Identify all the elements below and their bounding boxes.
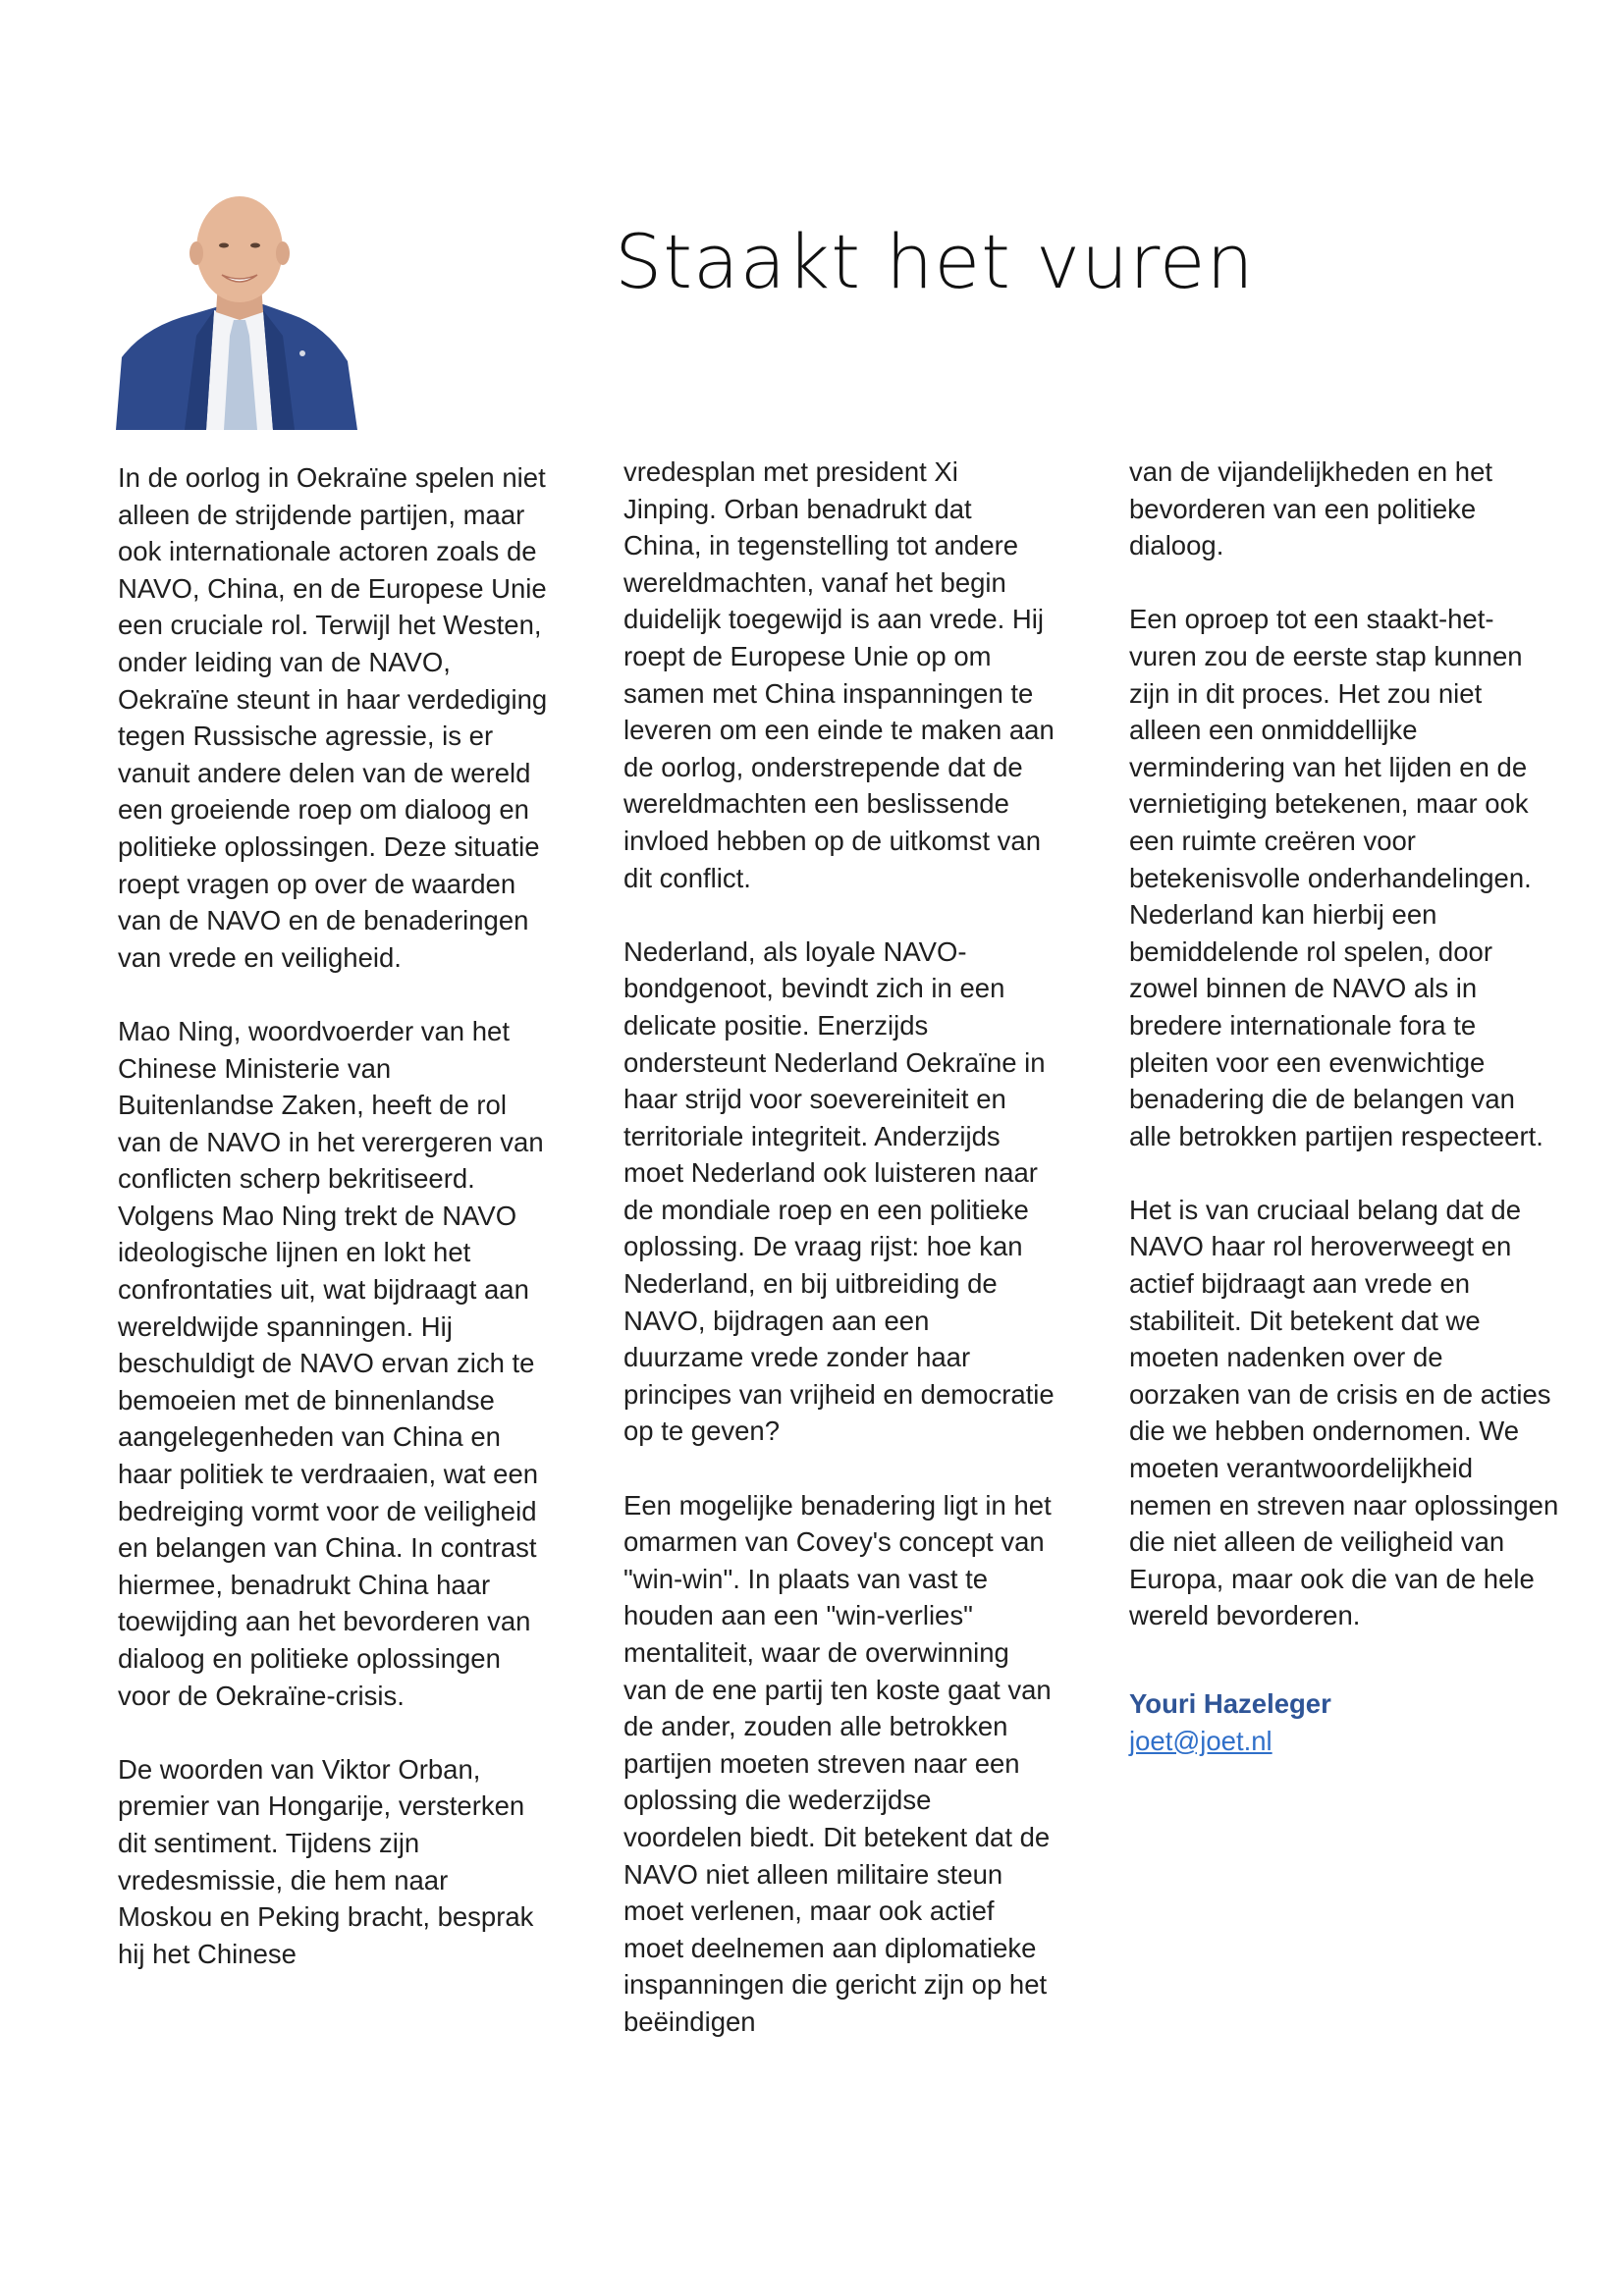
author-email-link[interactable]: joet@joet.nl <box>1129 1725 1272 1756</box>
paragraph: Het is van cruciaal belang dat de NAVO haar rol heroverweegt en actief bijdraagt aan vrede en stabiliteit. Dit betekent dat we moeten nadenken over de oorzaken van de crisis en de acties die we hebben ondernomen. We moeten verantwoordelijkheid nemen en streven naar oplossingen die niet alleen de veiligheid van Europa, maar ook die van de hele wereld bevorderen. <box>1129 1194 1559 1631</box>
paragraph: De woorden van Viktor Orban, premier van Hongarije, versterken dit sentiment. Tijdens zijn vredesmissie, die hem naar Moskou en Peking bracht, besprak hij het Chinese <box>118 1753 534 1969</box>
paragraph: Mao Ning, woordvoerder van het Chinese Ministerie van Buitenlandse Zaken, heeft de rol van de NAVO in het verergeren van conflicten scherp bekritiseerd. Volgens Mao Ning trekt de NAVO ideologische lijnen en lokt het confrontaties uit, wat bijdraagt aan wereldwijde spanningen. Hij beschuldigt de NAVO ervan zich te bemoeien met de binnenlandse aangelegenheden van China en haar politiek te verdraaien, wat een bedreiging vormt voor de veiligheid en belangen van China. In contrast hiermee, benadrukt China haar toewijding aan het bevorderen van dialoog en politieke oplossingen voor de Oekraïne-crisis. <box>118 1015 544 1711</box>
author-photo <box>116 188 361 430</box>
paragraph: Een mogelijke benadering ligt in het omarmen van Covey's concept van "win-win". In plaats van vast te houden aan een "win-verlies" mentaliteit, waar de overwinning van de ene partij ten koste gaat van de ander, zouden alle betrokken partijen moeten streven naar een oplossing die wederzijdse voordelen biedt. Dit betekent dat de NAVO niet alleen militaire steun moet verlenen, maar ook actief moet deelnemen aan diplomatieke inspanningen die gericht zijn op het beëindigen <box>623 1489 1052 2037</box>
paragraph: In de oorlog in Oekraïne spelen niet alleen de strijdende partijen, maar ook internationale actoren zoals de NAVO, China, en de Europese Unie een cruciale rol. Terwijl het Westen, onder leiding van de NAVO, Oekraïne steunt in haar verdediging tegen Russische agressie, is er vanuit andere delen van de wereld een groeiende roep om dialoog en politieke oplossingen. Deze situatie roept vragen op over de waarden van de NAVO en de benaderingen van vrede en veiligheid. <box>118 462 548 973</box>
paragraph: Nederland, als loyale NAVO-bondgenoot, bevindt zich in een delicate positie. Enerzijds ondersteunt Nederland Oekraïne in haar strijd voor soevereiniteit en territoriale integriteit. Anderzijds moet Nederland ook luisteren naar de mondiale roep en een politieke oplossing. De vraag rijst: hoe kan Nederland, en bij uitbreiding de NAVO, bijdragen aan een duurzame vrede zonder haar principes van vrijheid en democratie op te geven? <box>623 935 1055 1447</box>
article-column-1 <box>118 459 550 2009</box>
paragraph: Een oproep tot een staakt-het-vuren zou de eerste stap kunnen zijn in dit proces. Het zou niet alleen een onmiddellijke vermindering van het lijden en de vernietiging betekenen, maar ook een ruimte creëren voor betekenisvolle onderhandelingen. Nederland kan hierbij een bemiddelende rol spelen, door zowel binnen de NAVO als in bredere internationale fora te pleiten voor een evenwichtige benadering die de belangen van alle betrokken partijen respecteert. <box>1129 604 1543 1151</box>
article-column-2 <box>623 454 1056 2077</box>
author-name: Youri Hazeleger <box>1129 1688 1331 1719</box>
paragraph: van de vijandelijkheden en het bevorderen van een politieke dialoog. <box>1129 456 1493 561</box>
article-title: Staakt het vuren <box>615 217 1255 305</box>
paragraph: vredesplan met president Xi Jinping. Orban benadrukt dat China, in tegenstelling tot andere wereldmachten, vanaf het begin duidelijk toegewijd is aan vrede. Hij roept de Europese Unie op om samen met China inspanningen te leveren om een einde te maken aan de oorlog, onderstrepende dat de wereldmachten een beslissende invloed hebben op de uitkomst van dit conflict. <box>623 456 1055 893</box>
article-column-3 <box>1129 454 1561 1759</box>
